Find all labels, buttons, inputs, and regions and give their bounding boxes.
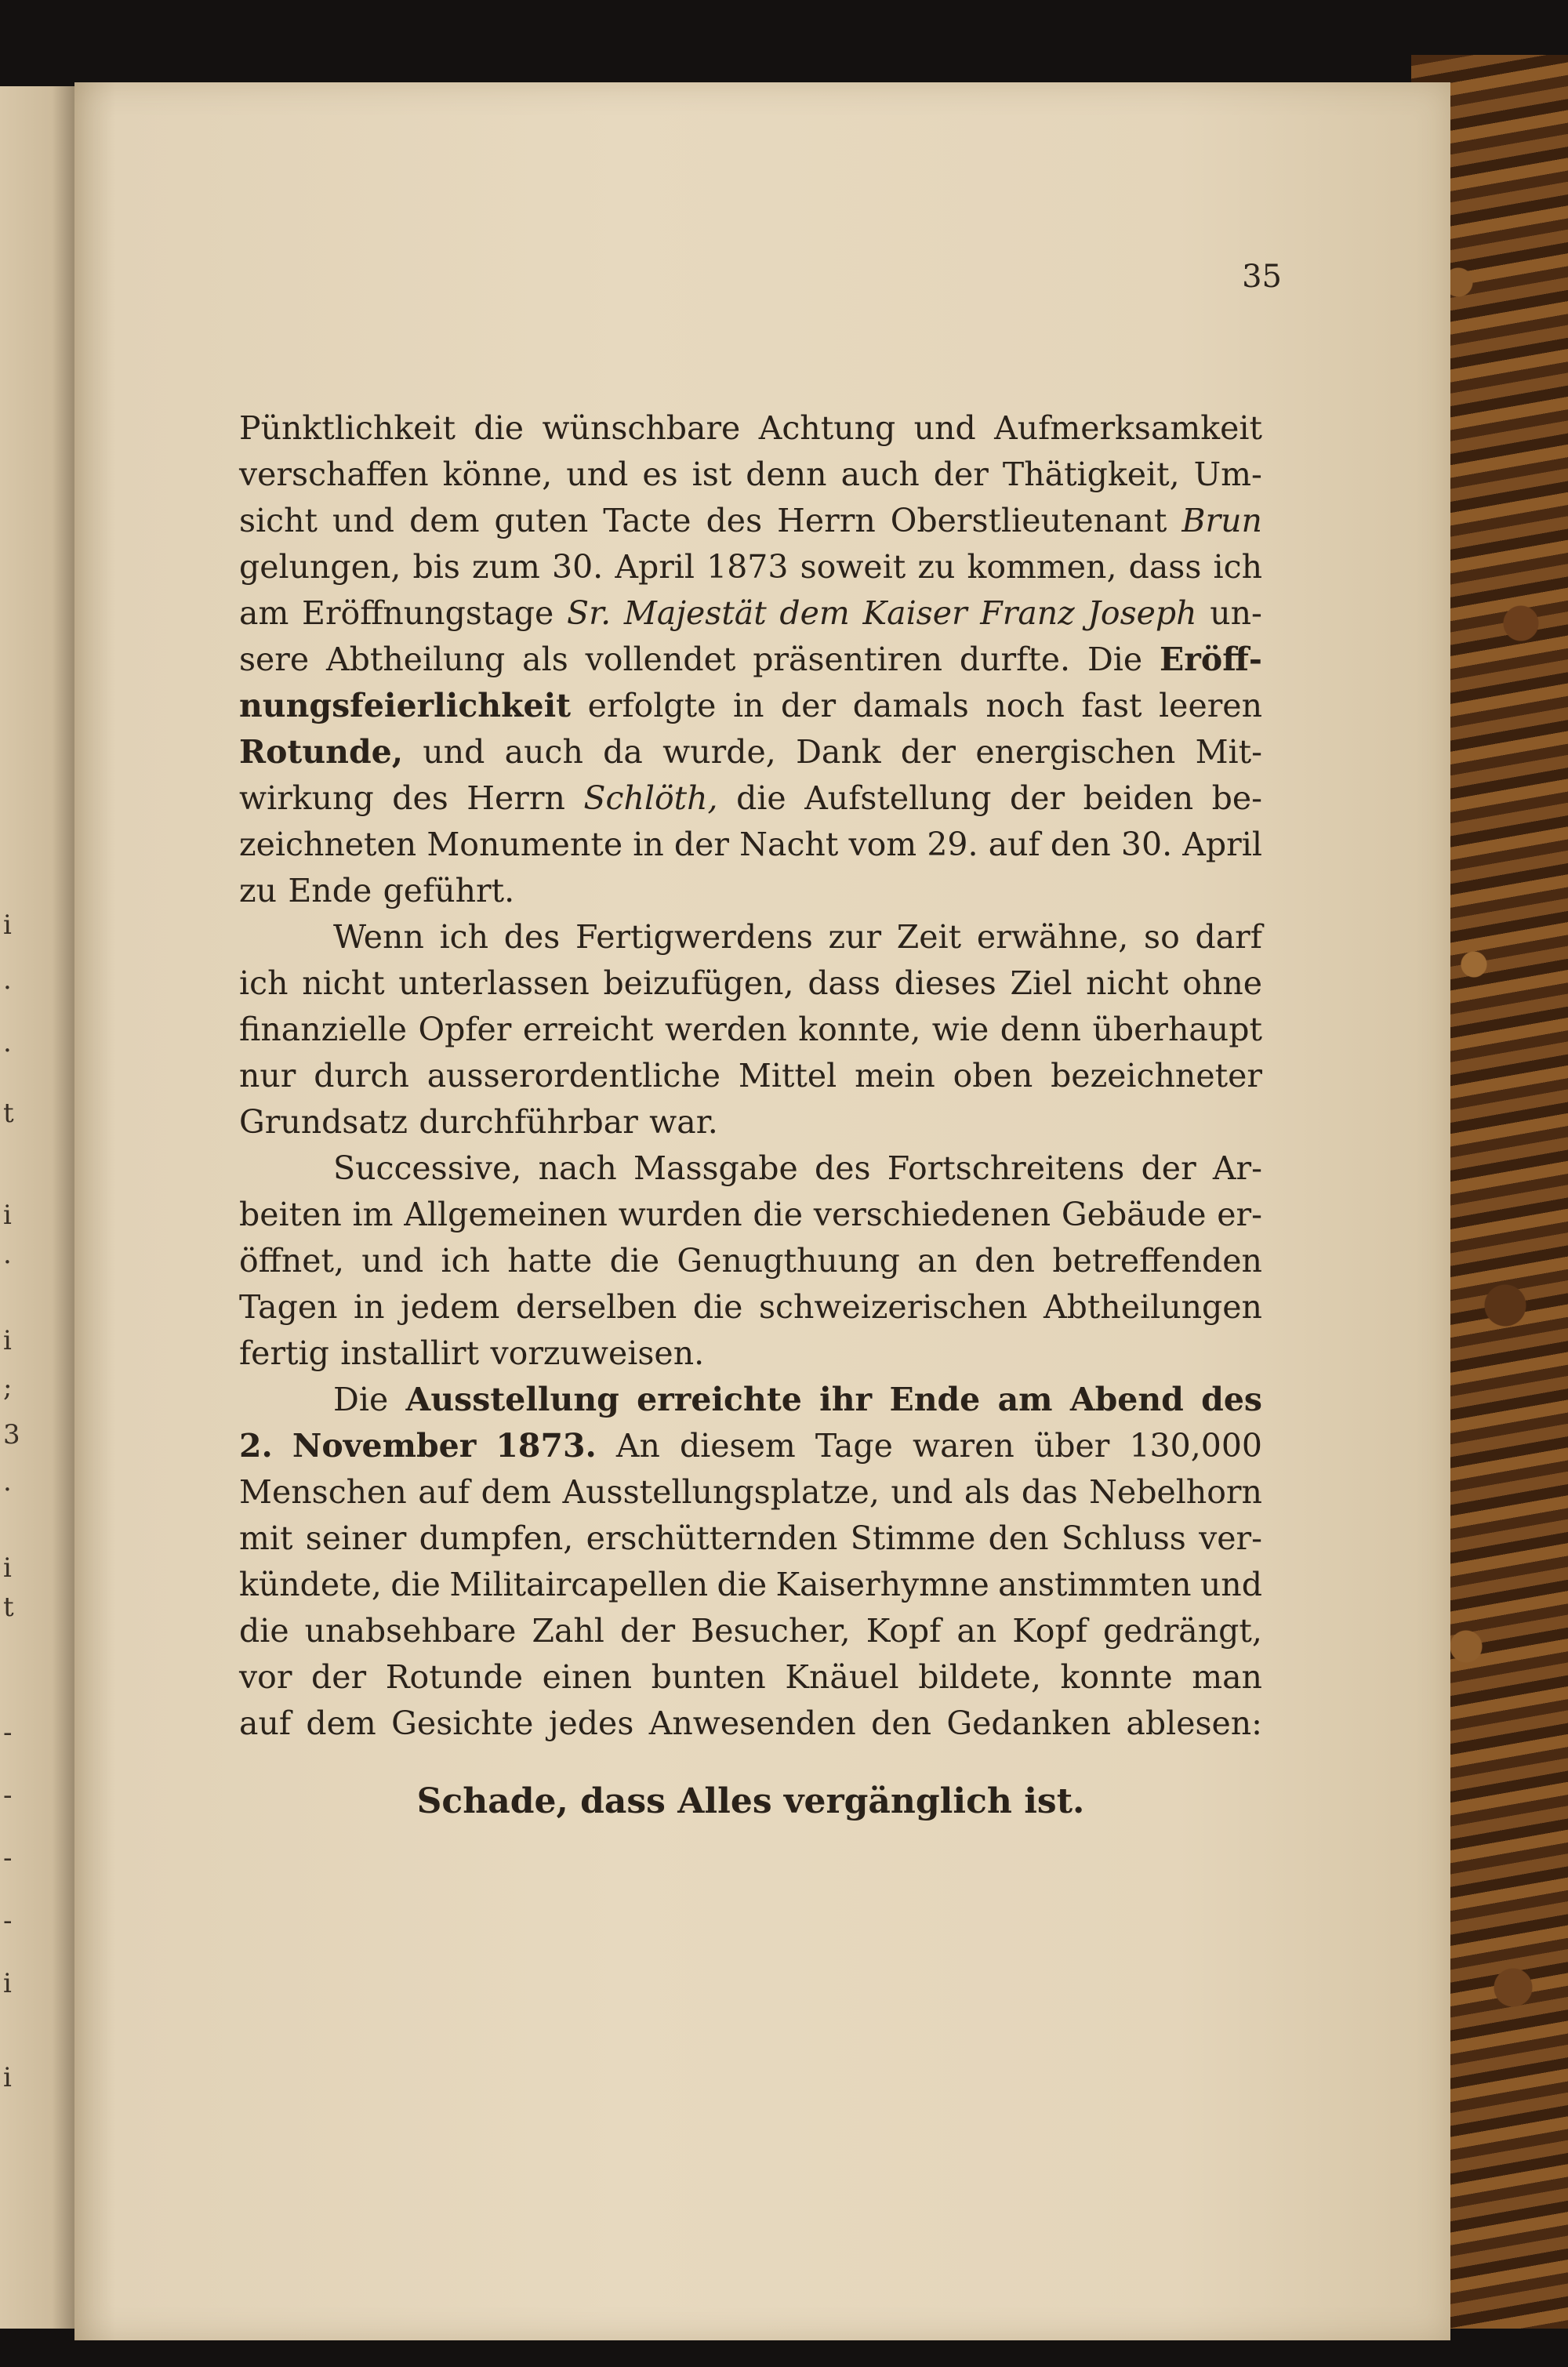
word: dem [409, 502, 480, 539]
left-page-margin-marks [0, 86, 20, 2329]
word: der [1009, 779, 1065, 817]
margin-mark: i [3, 1552, 12, 1584]
word: der [781, 687, 837, 724]
word: Menschen [239, 1473, 407, 1511]
word: Massgabe [633, 1149, 798, 1187]
word: finanzielle [239, 1011, 408, 1048]
word: als [522, 641, 568, 678]
word: unterlassen [398, 964, 590, 1002]
word: noch [985, 687, 1065, 724]
word: soweit [800, 548, 906, 586]
word: jedes [548, 1704, 634, 1742]
word: Zeit [896, 918, 962, 956]
word: gedrängt, [1102, 1612, 1262, 1650]
word: er- [1217, 1196, 1262, 1233]
word: bunten [651, 1658, 766, 1696]
word: nur [239, 1057, 296, 1095]
word: konnte [1060, 1658, 1173, 1696]
word: ich [441, 1242, 491, 1280]
word: die [239, 1612, 289, 1650]
word: den [1050, 826, 1111, 863]
word: Die [1087, 641, 1143, 678]
word: den [871, 1704, 932, 1742]
text-line [239, 1423, 1262, 1469]
text-line [239, 637, 1262, 683]
text-line [239, 960, 1262, 1007]
word: derselben [515, 1288, 677, 1326]
word: unabsehbare [304, 1612, 517, 1650]
word: Tage [815, 1427, 893, 1465]
word: die [474, 409, 524, 447]
word: nicht [1086, 964, 1169, 1002]
word: mit [239, 1519, 293, 1557]
margin-mark: i [3, 1968, 12, 1999]
word: den [988, 1519, 1049, 1557]
word: nungsfeierlichkeit [239, 687, 572, 724]
word: an [956, 1612, 997, 1650]
word: die [753, 1196, 804, 1233]
word: Fortschreitens [887, 1149, 1125, 1187]
word: Oberstlieutenant [890, 502, 1167, 539]
word: erreichte [637, 1381, 802, 1418]
word: Franz [980, 594, 1075, 632]
margin-mark: t [3, 1098, 14, 1129]
text-line [239, 1284, 1262, 1331]
word: ablesen: [1126, 1704, 1262, 1742]
text-line [239, 1145, 1262, 1192]
word: im [352, 1196, 394, 1233]
word: wurden [618, 1196, 742, 1233]
word: die [390, 1566, 441, 1603]
left-facing-page [0, 86, 74, 2329]
word: denn [1000, 1011, 1082, 1048]
text-line [239, 1516, 1262, 1562]
word: guten [494, 502, 589, 539]
word: bezeichneter [1051, 1057, 1262, 1095]
word: Ende [889, 1381, 981, 1418]
word: wie [931, 1011, 989, 1048]
word: sicht [239, 502, 318, 539]
word: durch [314, 1057, 409, 1095]
word: und [1200, 1566, 1262, 1603]
word: Eröffnungstage [302, 594, 554, 632]
text-line [239, 914, 1262, 960]
word: Herrn [777, 502, 876, 539]
text-line [239, 590, 1262, 637]
word: nicht [302, 964, 385, 1002]
word: Ar- [1212, 1149, 1262, 1187]
word: An [615, 1427, 660, 1465]
word: beiten [239, 1196, 342, 1233]
text-line [239, 405, 1262, 452]
text-line [239, 1701, 1262, 1747]
word: zur [828, 918, 882, 956]
word: dem [779, 594, 850, 632]
text-line [239, 1007, 1262, 1053]
margin-mark: . [3, 964, 12, 996]
word: kündete, [239, 1566, 382, 1603]
word: Tagen [239, 1288, 338, 1326]
word: be- [1211, 779, 1262, 817]
word: die [736, 779, 786, 817]
word: Ende [288, 872, 372, 909]
page-number: 35 [1242, 259, 1282, 295]
word: beiden [1083, 779, 1194, 817]
word: Kaiser [862, 594, 967, 632]
word: Successive, [333, 1149, 522, 1187]
word: vorzuweisen. [490, 1334, 705, 1372]
word: nach [538, 1149, 617, 1187]
word: vollendet [585, 641, 736, 678]
word: Schlöth, [583, 779, 718, 817]
word: fast [1081, 687, 1142, 724]
word: verschiedenen [813, 1196, 1051, 1233]
word: Fertigwerdens [575, 918, 813, 956]
word: wurde, [662, 733, 776, 771]
word: darf [1195, 918, 1262, 956]
word: ohne [1182, 964, 1262, 1002]
text-line [239, 452, 1262, 498]
word: dass [1128, 548, 1202, 586]
word: Anwesenden [648, 1704, 856, 1742]
word: des [392, 779, 448, 817]
word: un- [1210, 594, 1262, 632]
word: des [503, 918, 561, 956]
margin-mark: . [3, 1239, 12, 1270]
word: des [1201, 1381, 1262, 1418]
word: Achtung [758, 409, 896, 447]
word: dass [808, 964, 881, 1002]
word: zeichneten [239, 826, 417, 863]
word: jedem [401, 1288, 500, 1326]
word: April [1182, 826, 1262, 863]
word: Kopf [1012, 1612, 1087, 1650]
word: auf [418, 1473, 470, 1511]
word: Joseph [1087, 594, 1197, 632]
word: dumpfen, [419, 1519, 574, 1557]
word: Opfer [418, 1011, 512, 1048]
word: April [615, 548, 695, 586]
word: die [717, 1566, 768, 1603]
word: 29. [927, 826, 978, 863]
word: Abtheilungen [1043, 1288, 1262, 1326]
word: die [692, 1288, 743, 1326]
closing-line: Schade, dass Alles vergänglich ist. [416, 1781, 1085, 1821]
word: einen [542, 1658, 633, 1696]
word: die [609, 1242, 660, 1280]
word: in [732, 687, 764, 724]
word: erfolgte [587, 687, 717, 724]
word: der [1141, 1149, 1196, 1187]
word: als [964, 1473, 1011, 1511]
word: Nebelhorn [1089, 1473, 1262, 1511]
word: da [603, 733, 643, 771]
word: Wenn [333, 918, 424, 956]
text-line [239, 1238, 1262, 1284]
word: am [997, 1381, 1053, 1418]
word: oben [953, 1057, 1033, 1095]
word: erschütternden [586, 1519, 838, 1557]
margin-mark: ; [3, 1372, 13, 1403]
word: könne, [442, 456, 553, 493]
word: durchführbar [419, 1103, 638, 1141]
margin-mark: . [3, 1027, 12, 1058]
text-line [239, 544, 1262, 590]
word: betreffenden [1052, 1242, 1262, 1280]
text-line [239, 1654, 1262, 1701]
word: Eröff- [1160, 641, 1262, 678]
word: zum [472, 548, 540, 586]
word: energischen [975, 733, 1176, 771]
text-line [239, 1331, 1262, 1377]
word: es [642, 456, 678, 493]
word: Allgemeinen [404, 1196, 608, 1233]
word: am [239, 594, 289, 632]
word: waren [913, 1427, 1014, 1465]
word: Die [333, 1381, 389, 1418]
margin-mark: i [3, 1325, 12, 1356]
text-line [239, 1099, 1262, 1145]
text-line [239, 683, 1262, 729]
word: Thätigkeit, [1002, 456, 1180, 493]
word: des [814, 1149, 871, 1187]
word: und [566, 456, 629, 493]
body-text [239, 405, 1262, 1824]
word: wirkung [239, 779, 374, 817]
word: ich [239, 964, 289, 1002]
word: bis [412, 548, 460, 586]
word: Gedanken [946, 1704, 1112, 1742]
word: installirt [340, 1334, 480, 1372]
word: in [354, 1288, 385, 1326]
word: in [633, 826, 664, 863]
margin-mark: - [3, 1905, 13, 1937]
word: ich [1213, 548, 1262, 586]
word: zu [917, 548, 956, 586]
word: der [933, 456, 989, 493]
word: Grundsatz [239, 1103, 408, 1141]
word: vor [239, 1658, 292, 1696]
word: Genugthuung [677, 1242, 900, 1280]
word: der [311, 1658, 367, 1696]
text-line [239, 729, 1262, 775]
word: Ziel [1010, 964, 1073, 1002]
margin-mark: . [3, 1466, 12, 1498]
margin-mark: i [3, 1200, 12, 1231]
word: wünschbare [542, 409, 741, 447]
word: Rotunde [385, 1658, 524, 1696]
word: und [913, 409, 976, 447]
word: auch [840, 456, 920, 493]
word: Dank [796, 733, 881, 771]
word: dem [481, 1473, 552, 1511]
margin-mark: i [3, 909, 12, 941]
word: überhaupt [1092, 1011, 1262, 1048]
word: 2. [239, 1427, 273, 1465]
word: Aufstellung [804, 779, 992, 817]
word: Um- [1193, 456, 1262, 493]
word: Mittel [738, 1057, 837, 1095]
word: erreicht [522, 1011, 654, 1048]
word: konnte, [798, 1011, 921, 1048]
word: das [1021, 1473, 1078, 1511]
word: Sr. [566, 594, 612, 632]
word: beizufügen, [603, 964, 794, 1002]
word: November [292, 1427, 477, 1465]
word: Abtheilung [326, 641, 506, 678]
word: kommen, [967, 548, 1117, 586]
word: Besucher, [691, 1612, 851, 1650]
word: Zahl [532, 1612, 604, 1650]
text-line [239, 868, 1262, 914]
word: Herrn [466, 779, 565, 817]
word: ihr [819, 1381, 873, 1418]
margin-mark: - [3, 1780, 13, 1811]
word: leeren [1159, 687, 1262, 724]
word: und [361, 1242, 424, 1280]
text-line [239, 498, 1262, 544]
word: hatte [507, 1242, 593, 1280]
word: Kopf [866, 1612, 942, 1650]
word: Tacte [603, 502, 691, 539]
word: Gebäude [1061, 1196, 1207, 1233]
word: Stimme [850, 1519, 976, 1557]
word: Ausstellung [405, 1381, 619, 1418]
word: Mit- [1195, 733, 1262, 771]
word: des [706, 502, 763, 539]
word: 130,000 [1129, 1427, 1262, 1465]
word: öffnet, [239, 1242, 344, 1280]
word: und [332, 502, 395, 539]
word: ver- [1199, 1519, 1262, 1557]
word: man [1192, 1658, 1262, 1696]
word: und [423, 733, 485, 771]
text-line [239, 1562, 1262, 1608]
word: werden [664, 1011, 787, 1048]
text-line [239, 1608, 1262, 1654]
word: war. [649, 1103, 718, 1141]
word: gelungen, [239, 548, 401, 586]
word: so [1144, 918, 1180, 956]
word: Brun [1181, 502, 1262, 539]
word: vom [848, 826, 917, 863]
word: Majestät [623, 594, 767, 632]
text-line [239, 822, 1262, 868]
word: der [619, 1612, 676, 1650]
word: anstimmten [998, 1566, 1192, 1603]
margin-mark: - [3, 1717, 13, 1748]
word: damals [852, 687, 969, 724]
word: Monumente [426, 826, 623, 863]
word: Knäuel [785, 1658, 899, 1696]
word: auf [239, 1704, 292, 1742]
word: zu [239, 872, 278, 909]
word: seiner [305, 1519, 407, 1557]
word: dem [306, 1704, 376, 1742]
word: ich [439, 918, 489, 956]
word: auf [988, 826, 1040, 863]
word: diesem [679, 1427, 796, 1465]
word: mein [855, 1057, 935, 1095]
word: 1873 [706, 548, 789, 586]
word: Militaircapellen [449, 1566, 709, 1603]
word: Gesichte [391, 1704, 534, 1742]
word: auch [504, 733, 583, 771]
word: 30. [552, 548, 604, 586]
word: ist [691, 456, 732, 493]
word: Aufmerksamkeit [994, 409, 1262, 447]
word: präsentiren [753, 641, 943, 678]
margin-mark: - [3, 1842, 13, 1874]
word: ausserordentliche [426, 1057, 721, 1095]
word: 1873. [495, 1427, 597, 1465]
margin-mark: 3 [3, 1419, 20, 1450]
word: und [891, 1473, 953, 1511]
word: sere [239, 641, 310, 678]
margin-mark: i [3, 2062, 12, 2093]
word: den [975, 1242, 1036, 1280]
word: 30. [1120, 826, 1173, 863]
word: geführt. [383, 872, 515, 909]
word: an [917, 1242, 957, 1280]
word: erwähne, [976, 918, 1129, 956]
text-line [239, 775, 1262, 822]
word: Kaiserhymne [775, 1566, 989, 1603]
margin-mark: t [3, 1592, 14, 1623]
text-line [239, 1469, 1262, 1516]
word: durfte. [959, 641, 1071, 678]
book-page [74, 82, 1450, 2340]
word: bildete, [918, 1658, 1041, 1696]
text-line [239, 1377, 1262, 1423]
word: Pünktlichkeit [239, 409, 456, 447]
word: denn [746, 456, 827, 493]
text-line [239, 1192, 1262, 1238]
word: Rotunde, [239, 733, 404, 771]
word: der [673, 826, 729, 863]
word: dieses [894, 964, 996, 1002]
word: schweizerischen [758, 1288, 1028, 1326]
word: Nacht [739, 826, 839, 863]
word: der [900, 733, 956, 771]
word: Abend [1069, 1381, 1184, 1418]
word: verschaffen [239, 456, 429, 493]
word: Ausstellungsplatze, [562, 1473, 880, 1511]
word: fertig [239, 1334, 329, 1372]
word: Schluss [1061, 1519, 1186, 1557]
word: über [1033, 1427, 1110, 1465]
text-line [239, 1053, 1262, 1099]
